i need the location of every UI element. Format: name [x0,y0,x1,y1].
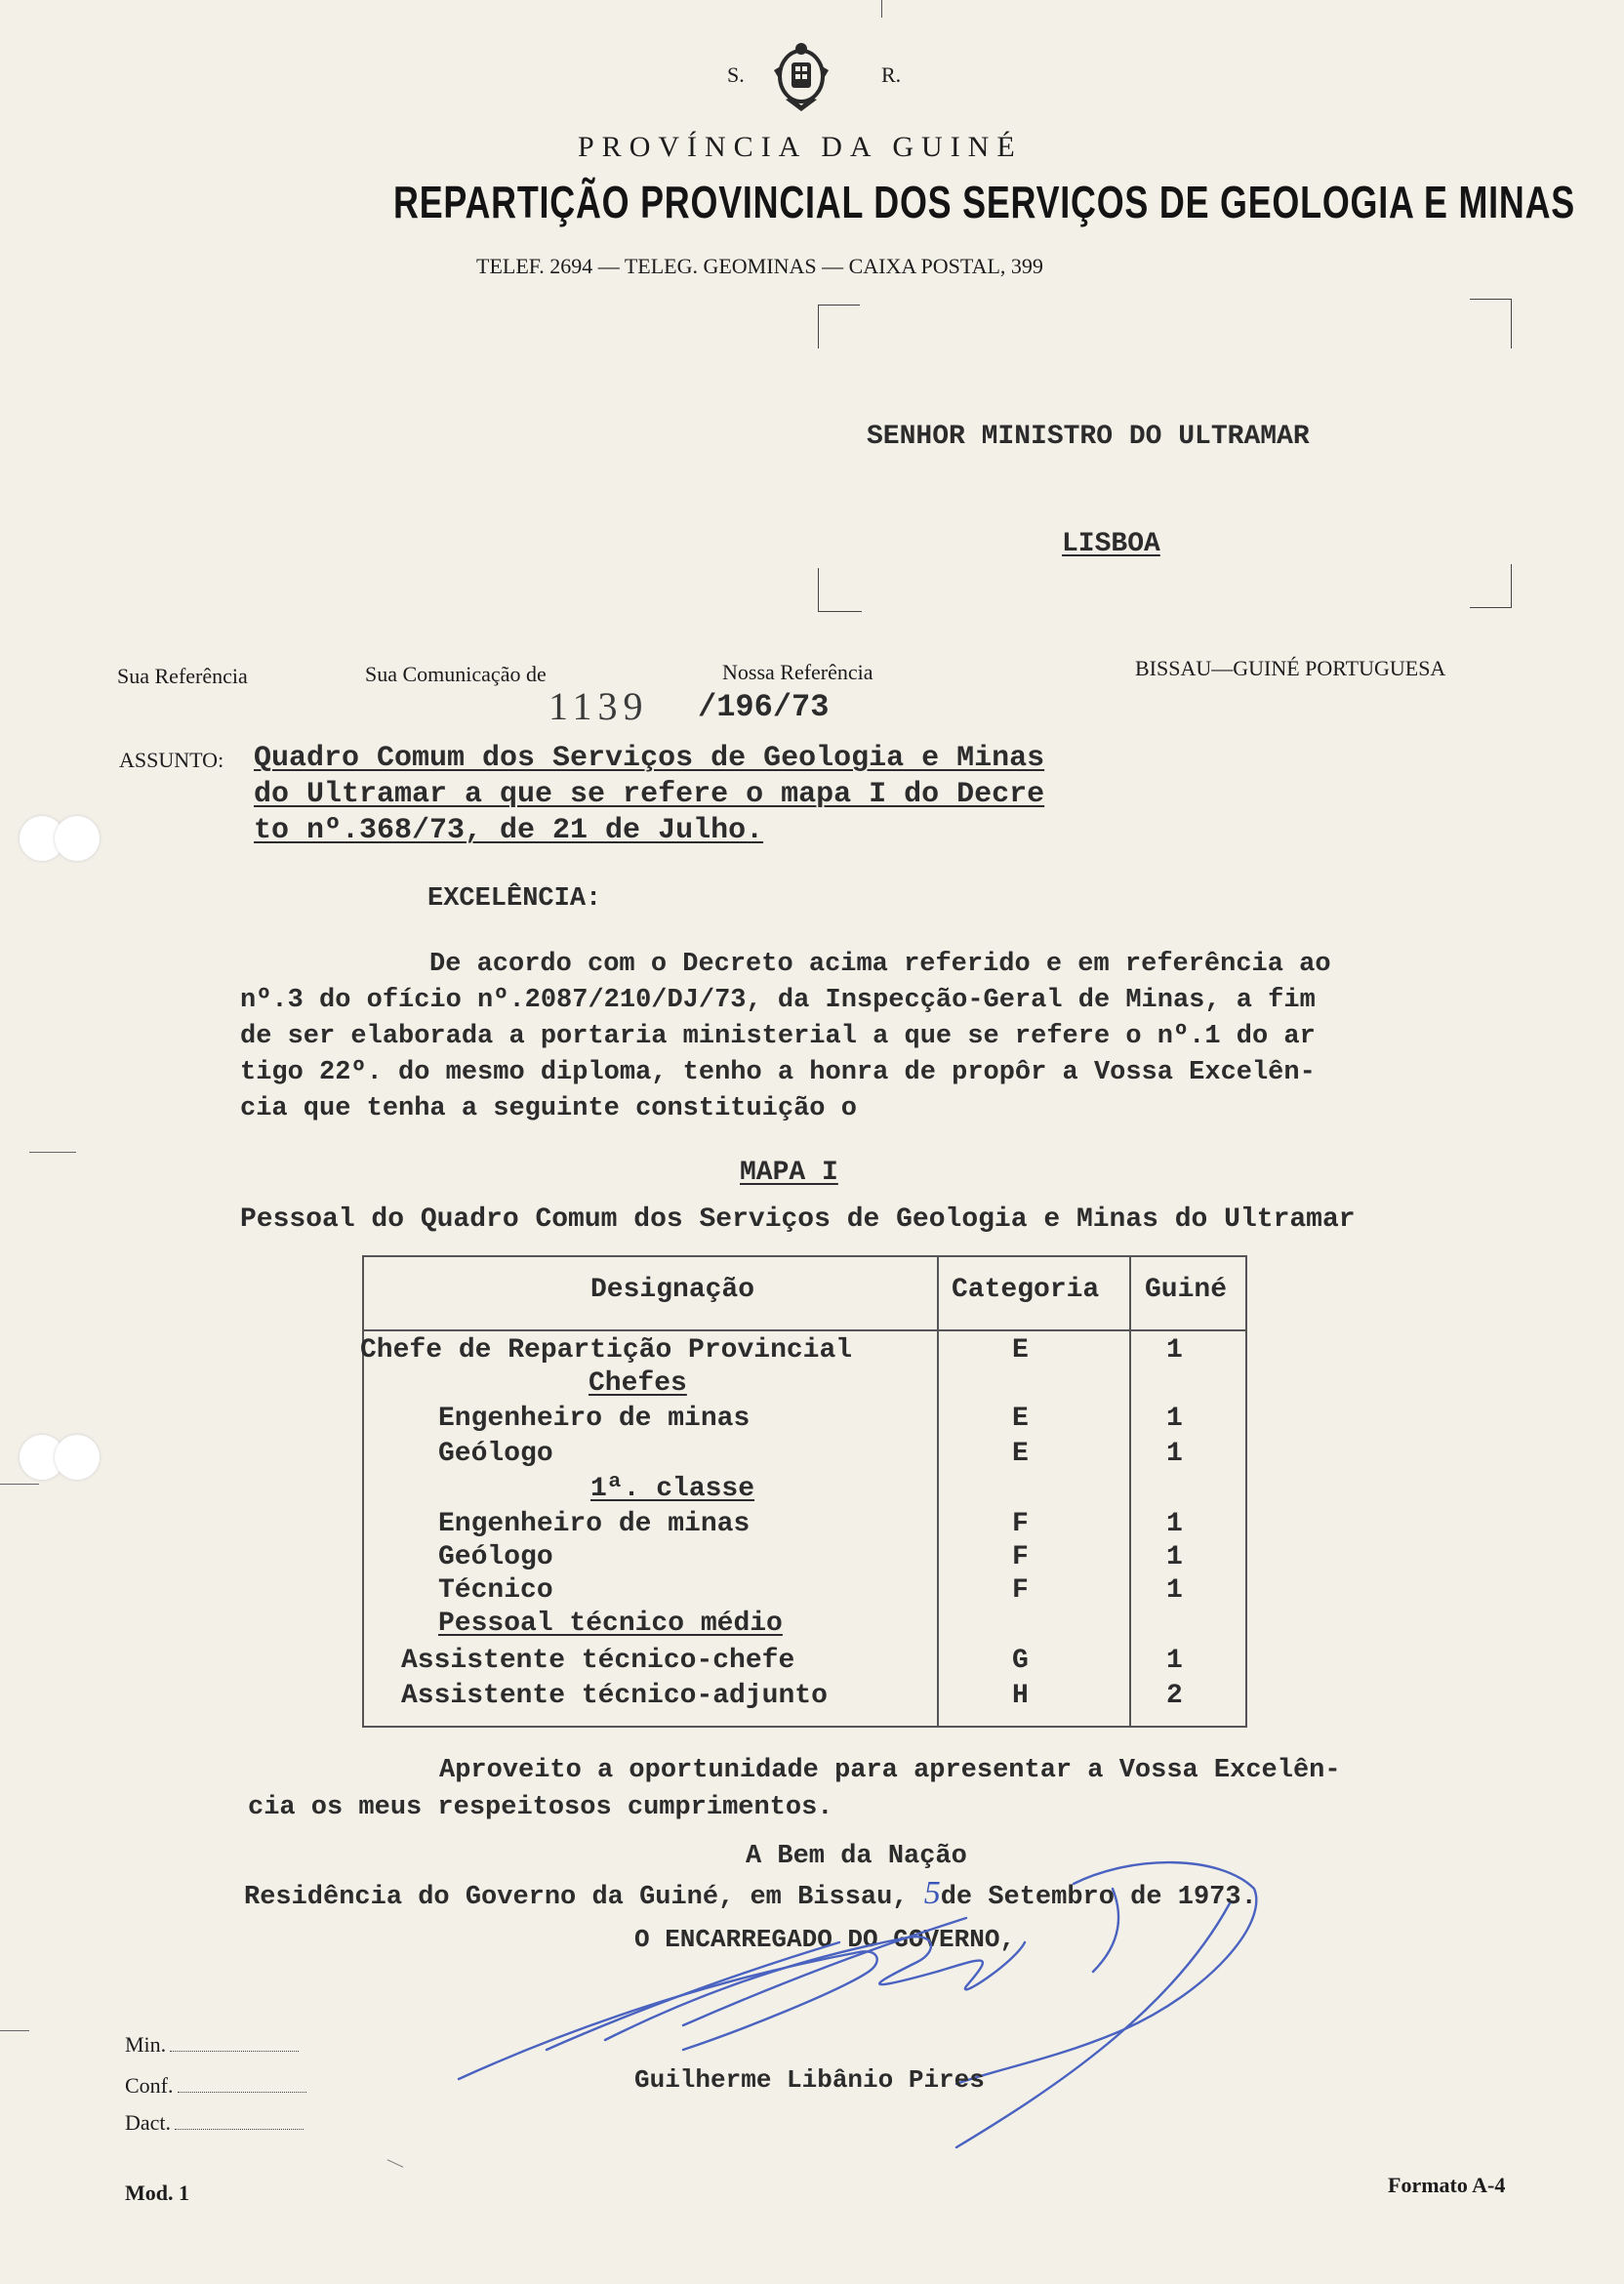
closing-line-1: Aproveito a oportunidade para apresentar a Vossa Excelên- [439,1756,1341,1785]
table-row-categoria: F [1012,1575,1029,1606]
subject-line-1: Quadro Comum dos Serviços de Geologia e Minas [254,742,1045,775]
header-r-label: R. [881,62,902,87]
footer-conf-label: Conf. [125,2073,174,2098]
table-row-designacao: Engenheiro de minas [438,1404,751,1434]
table-row-designacao: Técnico [438,1575,553,1606]
footer-dact [125,2110,304,2136]
table-header-guine: Guiné [1145,1275,1228,1305]
paragraph-line-1: De acordo com o Decreto acima referido e em referência ao [429,950,1331,979]
footer-min [125,2032,299,2058]
map-title: MAPA I [740,1158,838,1188]
table-section-heading: Chefes [589,1368,687,1399]
motto: A Bem da Nação [746,1842,967,1871]
signatory-name: Guilherme Libânio Pires [634,2065,985,2095]
contact-line: TELEF. 2694 — TELEG. GEOMINAS — CAIXA POSTAL, 399 [476,254,1043,278]
table-section-heading: Pessoal técnico médio [438,1609,783,1639]
table-row-categoria: E [1012,1335,1029,1366]
table-row-guine: 2 [1166,1681,1183,1711]
nossa-referencia-label: Nossa Referência [722,660,873,684]
table-row-categoria: E [1012,1439,1029,1469]
table-row-categoria: F [1012,1542,1029,1572]
ref-number-handwritten: 1139 [548,684,649,728]
footer-min-label: Min. [125,2032,167,2057]
handwritten-day: 5 [923,1875,941,1911]
addressee-line-2: LISBOA [1062,529,1160,559]
table-row-guine: 1 [1166,1404,1183,1434]
closing-line-2: cia os meus respeitosos cumprimentos. [248,1793,833,1822]
table-row-designacao: Assistente técnico-chefe [401,1646,795,1676]
paragraph-line-2: nº.3 do ofício nº.2087/210/DJ/73, da Inspecção-Geral de Minas, a fim [240,986,1316,1015]
province-title: PROVÍNCIA DA GUINÉ [578,131,1023,163]
table-section-heading: 1ª. classe [590,1474,755,1504]
table-row-guine: 1 [1166,1646,1183,1676]
place-date-suffix: de Setembro de 1973. [940,1883,1257,1912]
table-row-guine: 1 [1166,1335,1183,1366]
table-row-guine: 1 [1166,1509,1183,1539]
ref-number-typed: /196/73 [698,689,830,725]
table-row-designacao: Geólogo [438,1439,553,1469]
sua-referencia-label: Sua Referência [117,664,248,688]
subject-line-2: do Ultramar a que se refere o mapa I do Decre [254,778,1045,811]
subject-line-3: to nº.368/73, de 21 de Julho. [254,814,764,847]
department-title: REPARTIÇÃO PROVINCIAL DOS SERVIÇOS DE GEOLOGIA E MINAS [393,177,1576,227]
subject-label: ASSUNTO: [119,748,224,772]
table-row-categoria: F [1012,1509,1029,1539]
table-row-designacao: Geólogo [438,1542,553,1572]
sua-comunicacao-label: Sua Comunicação de [365,662,547,686]
place-date-prefix: Residência do Governo da Guiné, em Bissau, [244,1883,924,1912]
place-label: BISSAU—GUINÉ PORTUGUESA [1135,656,1446,680]
table-row-guine: 1 [1166,1439,1183,1469]
paragraph-line-5: cia que tenha a seguinte constituição o [240,1094,857,1123]
map-subtitle: Pessoal do Quadro Comum dos Serviços de Geologia e Minas do Ultramar [240,1204,1356,1235]
paragraph-line-4: tigo 22º. do mesmo diploma, tenho a honra de propôr a Vossa Excelên- [240,1058,1316,1087]
government-role: O ENCARREGADO DO GOVERNO, [634,1925,1016,1954]
table-row-designacao: Chefe de Repartição Provincial [360,1335,853,1366]
salutation: EXCELÊNCIA: [427,884,602,914]
table-row-categoria: H [1012,1681,1029,1711]
table-row-categoria: G [1012,1646,1029,1676]
paper-format: Formato A-4 [1388,2173,1506,2197]
table-header-designacao: Designação [590,1275,755,1305]
table-row-designacao: Engenheiro de minas [438,1509,751,1539]
form-model: Mod. 1 [125,2181,189,2205]
table-row-designacao: Assistente técnico-adjunto [401,1681,828,1711]
table-header-categoria: Categoria [952,1275,1100,1305]
footer-conf [125,2073,306,2099]
header-s-label: S. [727,62,745,87]
table-row-guine: 1 [1166,1575,1183,1606]
table-row-guine: 1 [1166,1542,1183,1572]
addressee-line-1: SENHOR MINISTRO DO ULTRAMAR [867,422,1310,452]
footer-dact-label: Dact. [125,2110,172,2135]
table-row-categoria: E [1012,1404,1029,1434]
paragraph-line-3: de ser elaborada a portaria ministerial a que se refere o nº.1 do ar [240,1022,1316,1051]
